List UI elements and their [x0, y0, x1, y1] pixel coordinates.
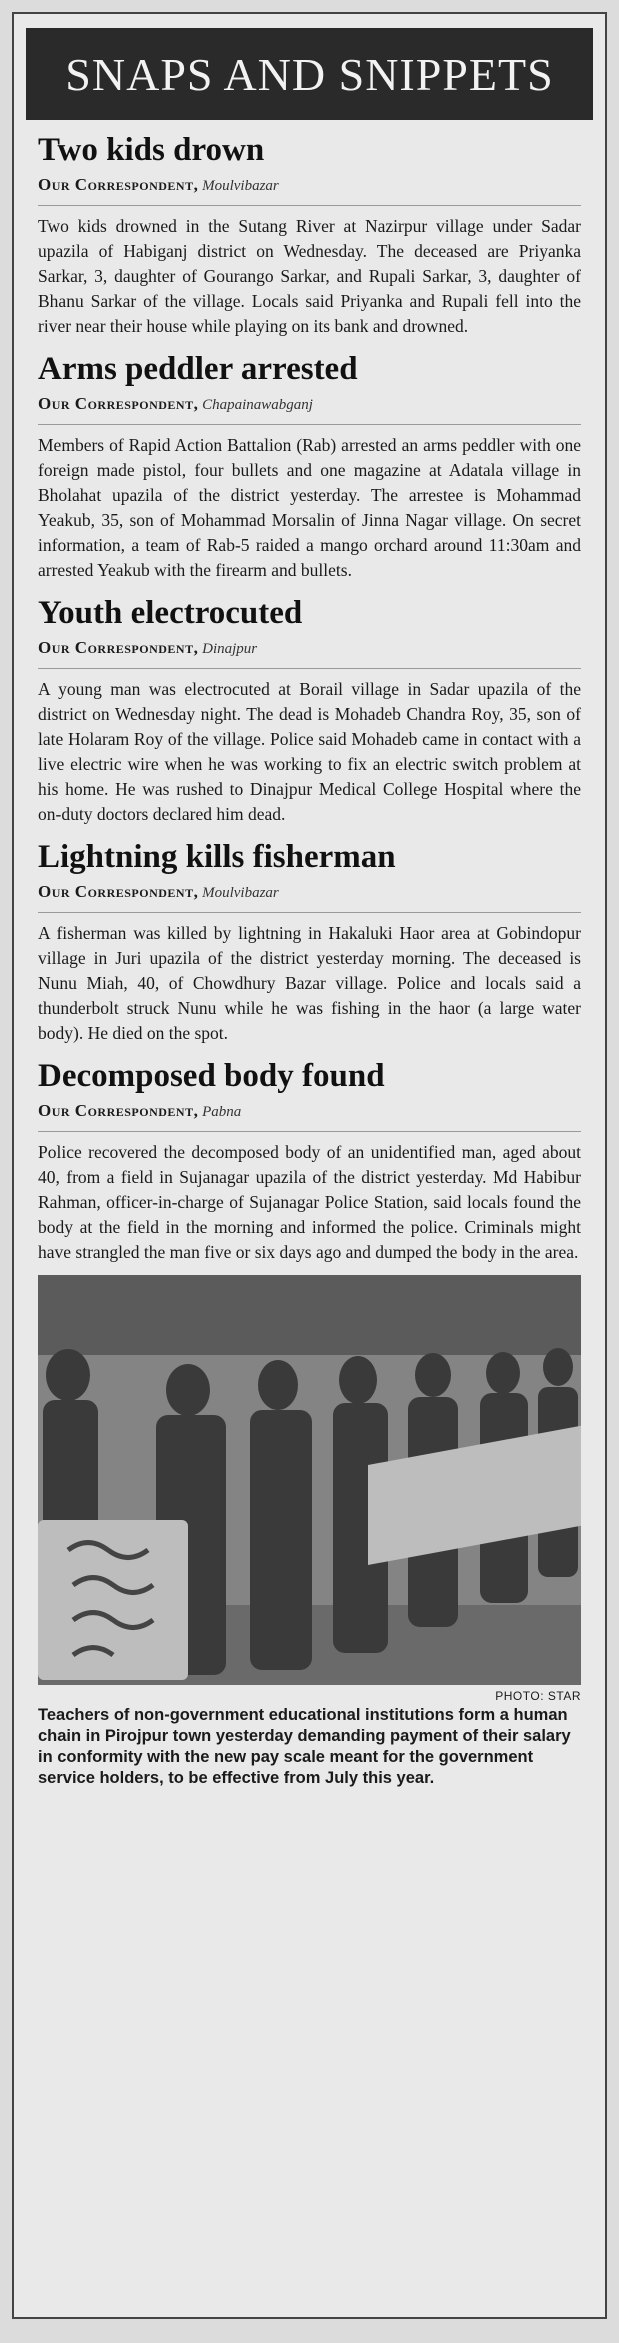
story-arms-peddler-arrested: [14, 349, 605, 583]
story-body: A young man was electrocuted at Borail village in Sadar upazila of the district on Wednesday night. The dead is Mohadeb Chandra Roy, 35, son of late Holaram Roy of the village. Police said Mohadeb came in contact with a live electric wire when he was working to fix an electric switch problem at his home. He was rushed to Dinajpur Medical College Hospital where the on-duty doctors declared him dead.: [38, 679, 581, 824]
headline: Arms peddler arrested: [38, 351, 358, 387]
headline: Two kids drown: [38, 132, 265, 168]
story-two-kids-drown: [14, 130, 605, 339]
story-youth-electrocuted: [14, 593, 605, 827]
byline-author: Our Correspondent,: [38, 1101, 199, 1120]
byline-place: Pabna: [202, 1104, 242, 1120]
story-body: Police recovered the decomposed body of an unidentified man, aged about 40, from a field in Sujanagar upazila of the district yesterday. Md Habibur Rahman, officer-in-charge of Sujanagar Police Station, said locals found the body at the field in the morning and informed the police. Criminals might have strangled the man five or six days ago and dumped the body in the area.: [38, 1142, 581, 1262]
byline-author: Our Correspondent,: [38, 175, 199, 194]
byline: [38, 393, 581, 425]
story-body: Members of Rapid Action Battalion (Rab) arrested an arms peddler with one foreign made pistol, four bullets and one magazine at Adatala village in Bholahat upazila of the district yesterday. The arrestee is Mohammad Yeakub, 35, son of Mohammad Morsalin of Jinna Nagar village. On secret information, a team of Rab-5 raided a mango orchard around 11:30am and arrested Yeakub with the firearm and bullets.: [38, 435, 581, 580]
byline-place: Moulvibazar: [202, 178, 279, 194]
story-body: A fisherman was killed by lightning in Hakaluki Haor area at Gobindopur village in Juri upazila of the district yesterday morning. The deceased is Nunu Miah, 40, of Chowdhury Bazar village. Police and locals said a thunderbolt struck Nunu while he was fishing in the haor (a large water body). He died on the spot.: [38, 923, 581, 1043]
story-decomposed-body-found: [14, 1056, 605, 1265]
photo-credit: PHOTO: STAR: [495, 1689, 581, 1703]
headline: Decomposed body found: [38, 1058, 385, 1094]
news-photo: [38, 1275, 581, 1685]
headline: Lightning kills fisherman: [38, 839, 396, 875]
byline-place: Chapainawabganj: [202, 397, 313, 413]
human-chain-photo-illustration: [38, 1275, 581, 1685]
byline: [38, 174, 581, 206]
byline: [38, 881, 581, 913]
byline-author: Our Correspondent,: [38, 882, 199, 901]
story-body: Two kids drowned in the Sutang River at Nazirpur village under Sadar upazila of Habiganj district on Wednesday. The deceased are Priyanka Sarkar, 3, daughter of Gourango Sarkar, and Rupali Sarkar, 3, daughter of Bhanu Sarkar of the village. Locals said Priyanka and Rupali fell into the river near their house while playing on its bank and drowned.: [38, 216, 581, 336]
photo-caption: Teachers of non-government educational institutions form a human chain in Pirojpur town yesterday demanding payment of their salary in conformity with the new pay scale meant for the government service holders, to be effective from July this year.: [38, 1706, 571, 1787]
byline-place: Moulvibazar: [202, 885, 279, 901]
story-lightning-kills-fisherman: [14, 837, 605, 1046]
byline-author: Our Correspondent,: [38, 394, 199, 413]
byline: [38, 637, 581, 669]
newspaper-page: [12, 12, 607, 2319]
section-masthead: SNAPS AND SNIPPETS: [26, 28, 593, 120]
byline-author: Our Correspondent,: [38, 638, 199, 657]
byline-place: Dinajpur: [202, 641, 258, 657]
byline: [38, 1100, 581, 1132]
headline: Youth electrocuted: [38, 595, 303, 631]
